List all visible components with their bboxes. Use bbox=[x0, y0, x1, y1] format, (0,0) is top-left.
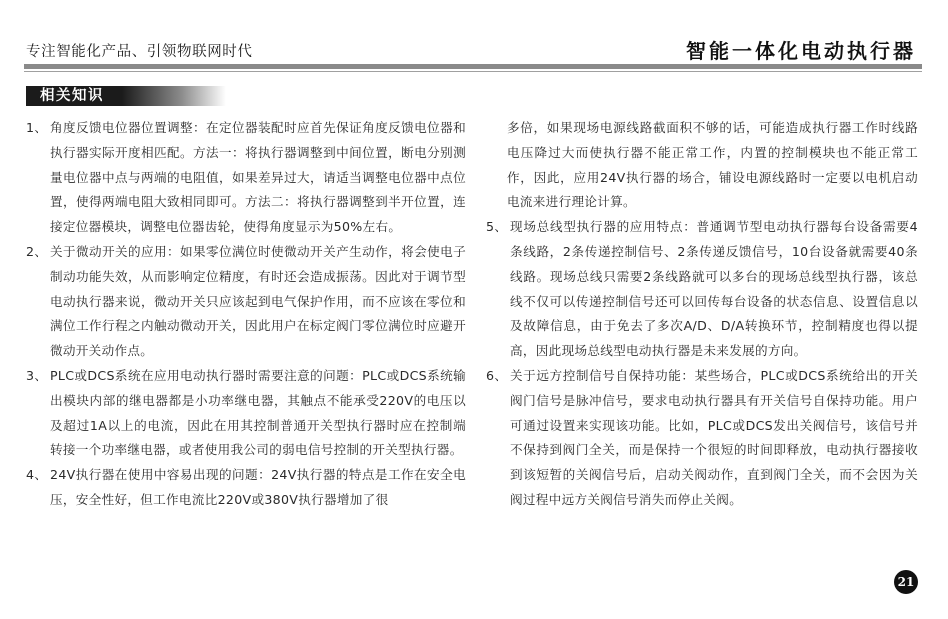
product-title: 智能一体化电动执行器 bbox=[686, 39, 916, 63]
item-text: 关于远方控制信号自保持功能：某些场合，PLC或DCS系统给出的开关阀门信号是脉冲信号，要求电动执行器具有开关信号自保持功能。用户可通过设置来实现该功能。比如，PLC或DCS发出关阀信号，该信号并不保持到阀门全关，而是保持一个很短的时间即释放，电动执行器接收到该短暂的关阀信号后，启动关阀动作，直到阀门全关，而不会因为关阀过程中远方关阀信号消失而停止关阀。 bbox=[510, 367, 918, 507]
item-text: 现场总线型执行器的应用特点：普通调节型电动执行器每台设备需要4条线路，2条传递控制信号、2条传递反馈信号，10台设备就需要40条线路。现场总线只需要2条线路就可以多台的现场总线型执行器，该总线不仅可以传递控制信号还可以回传每台设备的状态信息、设置信息以及故障信息，由于免去了多次A/D、D/A转换环节，控制精度也得以提高，因此现场总线型电动执行器是未来发展的方向。 bbox=[510, 219, 918, 359]
left-column bbox=[26, 116, 466, 513]
item-4-continuation: 多倍，如果现场电源线路截面积不够的话，可能造成执行器工作时线路电压降过大而使执行器不能正常工作，内置的控制模块也不能正常工作，因此，应用24V执行器的场合，铺设电源线路时一定要以电机启动电流来进行理论计算。 bbox=[507, 120, 918, 210]
item-text: 24V执行器在使用中容易出现的问题：24V执行器的特点是工作在安全电压，安全性好，但工作电流比220V或380V执行器增加了很 bbox=[50, 467, 466, 507]
knowledge-item-1 bbox=[26, 116, 466, 240]
item-number: 3、 bbox=[26, 367, 48, 383]
knowledge-item-3 bbox=[26, 364, 466, 463]
item-text: 关于微动开关的应用：如果零位满位时使微动开关产生动作，将会使电子制动功能失效，从而影响定位精度，有时还会造成振荡。因此对于调节型电动执行器来说，微动开关只应该起到电气保护作用，而不应该在零位和满位工作行程之内触动微动开关，因此用户在标定阀门零位满位时应避开微动开关动作点。 bbox=[50, 243, 466, 359]
header-divider-thin bbox=[24, 71, 922, 72]
section-heading-title: 相关知识 bbox=[40, 88, 104, 104]
page-number-badge: 21 bbox=[894, 570, 918, 594]
knowledge-item-2 bbox=[26, 240, 466, 364]
right-column bbox=[486, 116, 918, 513]
knowledge-item-4 bbox=[26, 463, 466, 513]
header-tagline: 专注智能化产品、引领物联网时代 bbox=[26, 44, 253, 60]
item-text: 角度反馈电位器位置调整：在定位器装配时应首先保证角度反馈电位器和执行器实际开度相匹配。方法一：将执行器调整到中间位置，断电分别测量电位器中点与两端的电阻值，如果差异过大，请适当调整电位器中点位置，使得两端电阻大致相同即可。方法二：将执行器调整到半开位置，连接定位器模块，调整电位器齿轮，使得角度显示为50%左右。 bbox=[50, 120, 466, 235]
item-number: 2、 bbox=[26, 243, 48, 259]
section-heading-bar bbox=[26, 86, 226, 106]
header-divider bbox=[24, 64, 922, 69]
item-number: 6、 bbox=[486, 367, 508, 383]
item-number: 1、 bbox=[26, 120, 48, 135]
knowledge-item-5 bbox=[486, 215, 918, 364]
item-text: PLC或DCS系统在应用电动执行器时需要注意的问题：PLC或DCS系统输出模块内部的继电器都是小功率继电器，其触点不能承受220V的电压以及超过1A以上的电流，因此在用其控制普通开关型执行器时应在控制端转接一个功率继电器，或者使用我公司的弱电信号控制的开关型执行器。 bbox=[50, 367, 466, 458]
item-number: 5、 bbox=[486, 219, 508, 235]
knowledge-item-6 bbox=[486, 364, 918, 513]
item-number: 4、 bbox=[26, 467, 48, 483]
